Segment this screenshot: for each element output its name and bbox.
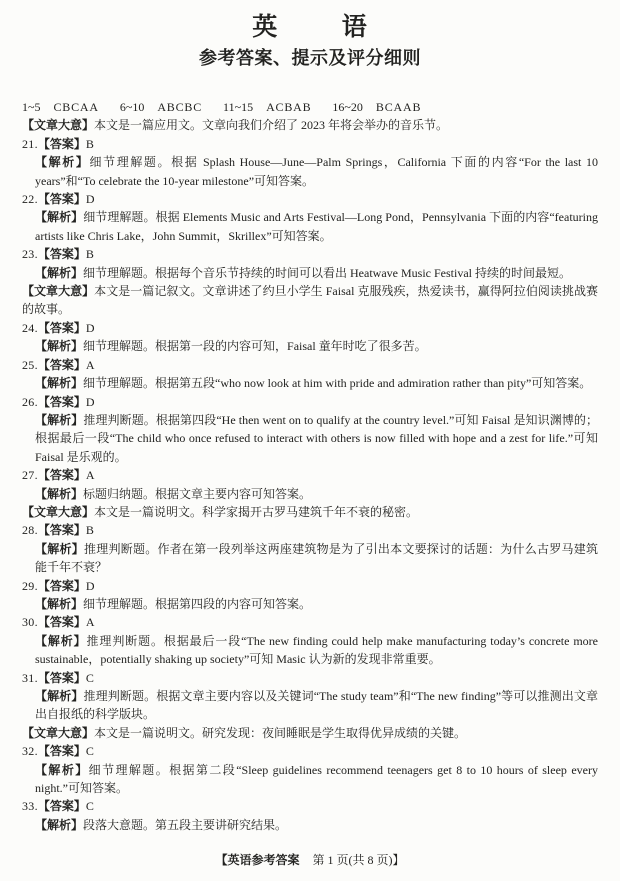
question-number: 32. (22, 744, 38, 759)
doc-subtitle: 参考答案、提示及评分细则 (199, 48, 421, 68)
answer-paragraph (22, 669, 598, 687)
body-content (0, 98, 620, 834)
answer-paragraph (22, 466, 598, 484)
analysis-paragraph (22, 540, 598, 577)
answer-text: C (85, 744, 94, 759)
answer-text: C (85, 670, 94, 685)
analysis-label: 【解析】 (35, 633, 87, 648)
answer-label: 【答案】 (37, 615, 86, 630)
analysis-label: 【解析】 (35, 486, 84, 501)
answer-label: 【答案】 (37, 670, 86, 685)
analysis-text: 细节理解题。根据第一段的内容可知，Faisal 童年时吃了很多苦。 (83, 339, 427, 354)
answer-label: 【答案】 (37, 744, 86, 759)
gist-text: 本文是一篇应用文。文章向我们介绍了 2023 年将会举办的音乐节。 (94, 118, 449, 133)
answer-label: 【答案】 (37, 468, 86, 483)
question-number: 28. (22, 523, 38, 538)
answer-text: A (85, 468, 95, 483)
analysis-text: 推理判断题。根据最后一段“The new finding could help make manufacturing today’s concrete more sustainable，potentially shaking up society”可知 Masic 认为新的发现非常重要。 (35, 633, 598, 667)
analysis-text: 细节理解题。根据每个音乐节持续的时间可以看出 Heatwave Music Festival 持续的时间最短。 (83, 265, 571, 280)
gist-label: 【文章大意】 (22, 118, 95, 133)
analysis-label: 【解析】 (35, 376, 84, 391)
question-number: 29. (22, 578, 38, 593)
answer-paragraph (22, 319, 598, 337)
body-lines (22, 116, 598, 834)
question-range: 16~20 (332, 100, 363, 114)
gist-label: 【文章大意】 (22, 504, 95, 519)
question-number: 22. (22, 192, 38, 207)
analysis-label: 【解析】 (35, 412, 84, 427)
answer-paragraph (22, 356, 598, 374)
answer-text: B (85, 523, 94, 538)
answer-label: 【答案】 (37, 357, 86, 372)
question-range: 1~5 (22, 100, 41, 114)
footer-page-info: 第 1 页(共 8 页)】 (312, 853, 405, 867)
answer-text: A (85, 357, 95, 372)
analysis-paragraph (22, 208, 598, 245)
question-number: 30. (22, 615, 38, 630)
analysis-text: 推理判断题。作者在第一段列举这两座建筑物是为了引出本文要探讨的话题：为什么古罗马建筑能千年不衰？ (35, 541, 598, 575)
question-number: 23. (22, 247, 38, 262)
answer-text: C (85, 799, 94, 814)
gist-text: 本文是一篇说明文。科学家揭开古罗马建筑千年不衰的秘密。 (94, 504, 419, 519)
question-number: 25. (22, 357, 38, 372)
answer-label: 【答案】 (37, 320, 86, 335)
analysis-paragraph (22, 816, 598, 834)
gist-paragraph (22, 503, 598, 521)
question-number: 27. (22, 468, 38, 483)
answer-text: D (85, 394, 95, 409)
question-number: 31. (22, 670, 38, 685)
answer-letters: CBCAA (53, 100, 99, 114)
question-range: 6~10 (119, 100, 145, 114)
gist-paragraph (22, 282, 598, 319)
answer-label: 【答案】 (37, 523, 86, 538)
doc-title: 英 语 (252, 13, 368, 41)
question-number: 24. (22, 320, 38, 335)
analysis-paragraph (22, 687, 598, 724)
page-footer (0, 853, 620, 868)
answer-paragraph (22, 245, 598, 263)
answer-label: 【答案】 (37, 394, 86, 409)
answer-paragraph (22, 393, 598, 411)
analysis-paragraph (22, 632, 598, 669)
analysis-paragraph (22, 485, 598, 503)
answer-text: B (85, 247, 94, 262)
analysis-paragraph (22, 153, 598, 190)
answer-paragraph (22, 135, 598, 153)
analysis-text: 推理判断题。根据文章主要内容以及关键词“The study team”和“The new finding”等可以推测出文章出自报纸的科学版块。 (35, 689, 598, 722)
answer-text: B (85, 136, 94, 151)
analysis-paragraph (22, 595, 598, 613)
analysis-label: 【解析】 (35, 155, 90, 170)
answer-text: D (85, 578, 95, 593)
analysis-label: 【解析】 (35, 689, 84, 703)
analysis-paragraph (22, 761, 598, 798)
analysis-text: 细节理解题。根据第五段“who now look at him with pride and admiration rather than pity”可知答案。 (83, 376, 592, 391)
answer-paragraph (22, 797, 598, 815)
analysis-paragraph (22, 264, 598, 282)
analysis-label: 【解析】 (35, 817, 84, 832)
gist-text: 本文是一篇记叙文。文章讲述了约旦小学生 Faisal 克服残疾，热爱读书，赢得阿拉伯阅读挑战赛的故事。 (22, 284, 598, 317)
analysis-label: 【解析】 (35, 541, 84, 556)
analysis-label: 【解析】 (35, 596, 84, 611)
analysis-text: 推理判断题。根据第四段“He then went on to qualify at the country level.”可知 Faisal 是知识渊博的；根据最后一段“The child who once refused to interact with others is now filled with hope and a zest for life.”可知 Faisal 是乐观的。 (35, 412, 598, 464)
analysis-paragraph (22, 374, 598, 392)
analysis-text: 细节理解题。根据第二段“Sleep guidelines recommend teenagers get 8 to 10 hours of sleep every night.”可知答案。 (35, 762, 598, 796)
answer-label: 【答案】 (37, 799, 86, 814)
answer-text: D (85, 192, 95, 207)
analysis-text: 细节理解题。根据 Elements Music and Arts Festival—Long Pond，Pennsylvania 下面的内容“featuring artists like Chris Lake，John Summit，Skrillex”可知答案。 (35, 210, 598, 243)
answer-letters: BCAAB (375, 100, 422, 114)
analysis-label: 【解析】 (35, 762, 89, 777)
question-range: 11~15 (223, 100, 254, 114)
analysis-label: 【解析】 (35, 339, 84, 354)
analysis-text: 细节理解题。根据第四段的内容可知答案。 (83, 596, 312, 611)
answer-text: A (85, 615, 95, 630)
question-number: 33. (22, 799, 38, 814)
footer-label: 【英语参考答案 (215, 853, 300, 867)
answer-letters: ABCBC (157, 100, 203, 114)
answer-paragraph (22, 577, 598, 595)
question-number: 21. (22, 136, 38, 151)
answer-text: D (85, 320, 95, 335)
analysis-label: 【解析】 (35, 210, 84, 225)
analysis-label: 【解析】 (35, 265, 84, 280)
answer-paragraph (22, 521, 598, 539)
answer-label: 【答案】 (37, 578, 86, 593)
answer-paragraph (22, 190, 598, 208)
answer-label: 【答案】 (37, 136, 86, 151)
answer-letters: ACBAB (266, 100, 312, 114)
gist-label: 【文章大意】 (22, 725, 95, 740)
answer-paragraph (22, 742, 598, 760)
analysis-text: 段落大意题。第五段主要讲研究结果。 (83, 817, 288, 832)
gist-label: 【文章大意】 (22, 284, 95, 299)
analysis-text: 细节理解题。根据 Splash House—June—Palm Springs，California 下面的内容“For the last 10 years”和“To celebrate the 10-year milestone”可知答案。 (35, 155, 598, 188)
gist-paragraph (22, 116, 598, 134)
analysis-text: 标题归纳题。根据文章主要内容可知答案。 (83, 486, 312, 501)
answer-label: 【答案】 (37, 247, 86, 262)
gist-paragraph (22, 724, 598, 742)
answer-label: 【答案】 (37, 192, 86, 207)
objective-answers-line (22, 98, 598, 116)
analysis-paragraph (22, 337, 598, 355)
question-number: 26. (22, 394, 38, 409)
analysis-paragraph (22, 411, 598, 466)
gist-text: 本文是一篇说明文。研究发现：夜间睡眠是学生取得优异成绩的关键。 (94, 725, 467, 740)
answer-paragraph (22, 613, 598, 631)
